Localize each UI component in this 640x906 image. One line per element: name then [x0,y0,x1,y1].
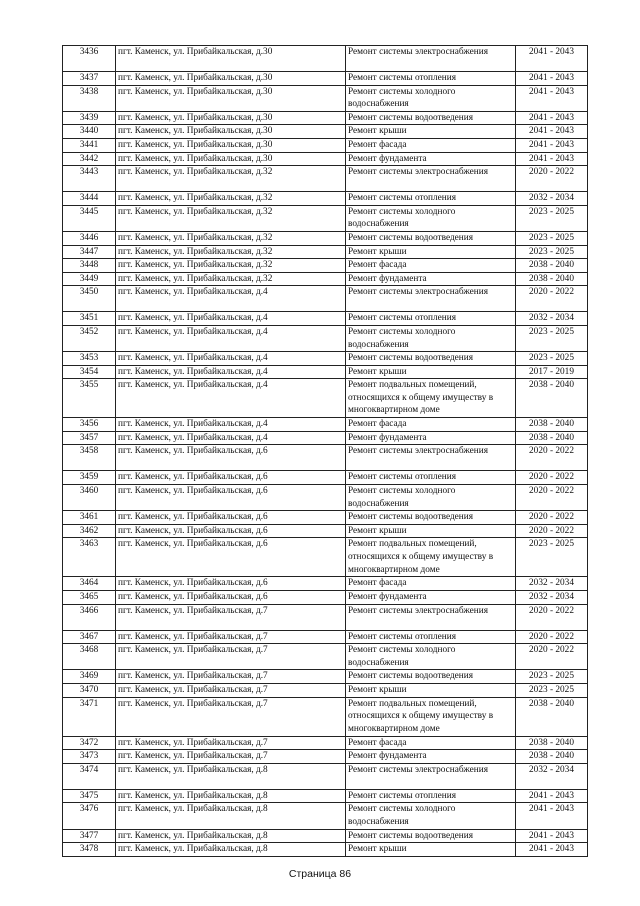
row-address: пгт. Каменск, ул. Прибайкальская, д.8 [116,803,346,829]
row-period: 2017 - 2019 [516,365,588,379]
row-work-type: Ремонт фасада [346,418,516,432]
row-number: 3457 [63,431,116,445]
row-work-type: Ремонт фундамента [346,152,516,166]
row-number: 3453 [63,352,116,366]
row-address: пгт. Каменск, ул. Прибайкальская, д.32 [116,259,346,273]
row-address: пгт. Каменск, ул. Прибайкальская, д.7 [116,604,346,630]
row-address: пгт. Каменск, ул. Прибайкальская, д.6 [116,591,346,605]
row-work-type: Ремонт системы холодного водоснабжения [346,85,516,111]
row-address: пгт. Каменск, ул. Прибайкальская, д.30 [116,152,346,166]
row-address: пгт. Каменск, ул. Прибайкальская, д.6 [116,511,346,525]
table-row [63,789,588,803]
row-address: пгт. Каменск, ул. Прибайкальская, д.4 [116,431,346,445]
row-number: 3449 [63,272,116,286]
table-row [63,471,588,485]
row-work-type: Ремонт системы электроснабжения [346,763,516,789]
row-period: 2041 - 2043 [516,125,588,139]
row-number: 3456 [63,418,116,432]
table-row [63,365,588,379]
row-address: пгт. Каменск, ул. Прибайкальская, д.7 [116,630,346,644]
row-address: пгт. Каменск, ул. Прибайкальская, д.32 [116,192,346,206]
row-address: пгт. Каменск, ул. Прибайкальская, д.7 [116,750,346,764]
row-work-type: Ремонт системы холодного водоснабжения [346,485,516,511]
table-row [63,524,588,538]
row-work-type: Ремонт фасада [346,138,516,152]
row-period: 2038 - 2040 [516,418,588,432]
row-work-type: Ремонт системы водоотведения [346,352,516,366]
row-period: 2041 - 2043 [516,789,588,803]
table-row [63,138,588,152]
row-period: 2032 - 2034 [516,192,588,206]
table-row [63,272,588,286]
table-row [63,684,588,698]
row-number: 3445 [63,205,116,231]
row-work-type: Ремонт системы электроснабжения [346,286,516,312]
table-row [63,352,588,366]
row-number: 3459 [63,471,116,485]
table-row [63,604,588,630]
row-work-type: Ремонт фундамента [346,431,516,445]
row-period: 2041 - 2043 [516,152,588,166]
table-row [63,577,588,591]
row-address: пгт. Каменск, ул. Прибайкальская, д.6 [116,577,346,591]
row-work-type: Ремонт системы холодного водоснабжения [346,803,516,829]
row-period: 2020 - 2022 [516,286,588,312]
row-number: 3465 [63,591,116,605]
row-period: 2041 - 2043 [516,111,588,125]
row-number: 3458 [63,445,116,471]
row-period: 2032 - 2034 [516,591,588,605]
row-period: 2023 - 2025 [516,352,588,366]
table-row [63,245,588,259]
row-number: 3443 [63,166,116,192]
row-work-type: Ремонт фасада [346,259,516,273]
row-work-type: Ремонт крыши [346,684,516,698]
row-address: пгт. Каменск, ул. Прибайкальская, д.8 [116,763,346,789]
table-row [63,72,588,86]
row-work-type: Ремонт системы электроснабжения [346,46,516,72]
table-row [63,46,588,72]
row-work-type: Ремонт системы отопления [346,630,516,644]
row-period: 2020 - 2022 [516,166,588,192]
row-period: 2041 - 2043 [516,72,588,86]
row-period: 2020 - 2022 [516,604,588,630]
row-work-type: Ремонт системы отопления [346,192,516,206]
row-number: 3470 [63,684,116,698]
table-row [63,125,588,139]
row-number: 3463 [63,538,116,577]
row-number: 3474 [63,763,116,789]
row-work-type: Ремонт подвальных помещений, относящихся к общему имуществу в многоквартирном доме [346,697,516,736]
row-address: пгт. Каменск, ул. Прибайкальская, д.30 [116,111,346,125]
row-number: 3471 [63,697,116,736]
row-address: пгт. Каменск, ул. Прибайкальская, д.8 [116,843,346,857]
document-page [62,45,587,857]
row-period: 2023 - 2025 [516,245,588,259]
row-work-type: Ремонт системы отопления [346,471,516,485]
row-number: 3472 [63,736,116,750]
row-number: 3469 [63,670,116,684]
row-work-type: Ремонт системы водоотведения [346,231,516,245]
row-work-type: Ремонт системы водоотведения [346,670,516,684]
row-number: 3455 [63,379,116,418]
row-address: пгт. Каменск, ул. Прибайкальская, д.4 [116,312,346,326]
table-row [63,205,588,231]
row-period: 2032 - 2034 [516,577,588,591]
row-number: 3447 [63,245,116,259]
table-body [63,46,588,857]
row-number: 3452 [63,325,116,351]
row-period: 2038 - 2040 [516,750,588,764]
row-work-type: Ремонт системы водоотведения [346,511,516,525]
row-address: пгт. Каменск, ул. Прибайкальская, д.4 [116,379,346,418]
row-work-type: Ремонт системы электроснабжения [346,166,516,192]
table-row [63,312,588,326]
row-work-type: Ремонт фундамента [346,272,516,286]
row-work-type: Ремонт крыши [346,245,516,259]
table-row [63,736,588,750]
row-period: 2020 - 2022 [516,644,588,670]
row-work-type: Ремонт подвальных помещений, относящихся к общему имуществу в многоквартирном доме [346,379,516,418]
row-number: 3468 [63,644,116,670]
row-number: 3446 [63,231,116,245]
table-row [63,445,588,471]
row-work-type: Ремонт системы отопления [346,789,516,803]
row-period: 2020 - 2022 [516,471,588,485]
row-number: 3448 [63,259,116,273]
row-period: 2041 - 2043 [516,85,588,111]
table-row [63,750,588,764]
table-row [63,644,588,670]
row-period: 2038 - 2040 [516,272,588,286]
row-number: 3460 [63,485,116,511]
table-row [63,670,588,684]
row-address: пгт. Каменск, ул. Прибайкальская, д.4 [116,365,346,379]
table-row [63,379,588,418]
row-address: пгт. Каменск, ул. Прибайкальская, д.30 [116,125,346,139]
table-row [63,763,588,789]
table-row [63,829,588,843]
table-row [63,630,588,644]
row-address: пгт. Каменск, ул. Прибайкальская, д.32 [116,245,346,259]
row-number: 3436 [63,46,116,72]
row-work-type: Ремонт фундамента [346,750,516,764]
row-work-type: Ремонт крыши [346,365,516,379]
row-number: 3478 [63,843,116,857]
table-row [63,697,588,736]
row-address: пгт. Каменск, ул. Прибайкальская, д.7 [116,684,346,698]
row-period: 2020 - 2022 [516,524,588,538]
row-work-type: Ремонт системы отопления [346,312,516,326]
table-row [63,166,588,192]
table-row [63,538,588,577]
row-period: 2041 - 2043 [516,138,588,152]
row-number: 3442 [63,152,116,166]
row-period: 2041 - 2043 [516,46,588,72]
row-period: 2041 - 2043 [516,843,588,857]
row-period: 2038 - 2040 [516,379,588,418]
row-period: 2020 - 2022 [516,485,588,511]
row-address: пгт. Каменск, ул. Прибайкальская, д.6 [116,524,346,538]
row-address: пгт. Каменск, ул. Прибайкальская, д.30 [116,72,346,86]
row-number: 3440 [63,125,116,139]
row-work-type: Ремонт крыши [346,125,516,139]
row-work-type: Ремонт крыши [346,524,516,538]
row-number: 3464 [63,577,116,591]
row-address: пгт. Каменск, ул. Прибайкальская, д.4 [116,325,346,351]
row-address: пгт. Каменск, ул. Прибайкальская, д.7 [116,670,346,684]
row-address: пгт. Каменск, ул. Прибайкальская, д.30 [116,138,346,152]
row-number: 3467 [63,630,116,644]
table-row [63,591,588,605]
row-number: 3450 [63,286,116,312]
row-period: 2038 - 2040 [516,259,588,273]
row-period: 2023 - 2025 [516,684,588,698]
row-period: 2023 - 2025 [516,325,588,351]
row-period: 2041 - 2043 [516,803,588,829]
row-work-type: Ремонт системы холодного водоснабжения [346,205,516,231]
row-number: 3476 [63,803,116,829]
row-number: 3437 [63,72,116,86]
row-period: 2023 - 2025 [516,538,588,577]
row-work-type: Ремонт фасада [346,577,516,591]
row-period: 2032 - 2034 [516,763,588,789]
row-address: пгт. Каменск, ул. Прибайкальская, д.7 [116,736,346,750]
row-address: пгт. Каменск, ул. Прибайкальская, д.8 [116,789,346,803]
table-row [63,152,588,166]
row-work-type: Ремонт системы холодного водоснабжения [346,644,516,670]
page-number: Страница 86 [288,868,352,880]
row-period: 2038 - 2040 [516,736,588,750]
row-number: 3477 [63,829,116,843]
row-address: пгт. Каменск, ул. Прибайкальская, д.32 [116,272,346,286]
row-work-type: Ремонт системы водоотведения [346,829,516,843]
row-address: пгт. Каменск, ул. Прибайкальская, д.32 [116,231,346,245]
row-number: 3441 [63,138,116,152]
row-work-type: Ремонт подвальных помещений, относящихся к общему имуществу в многоквартирном доме [346,538,516,577]
row-period: 2038 - 2040 [516,431,588,445]
row-work-type: Ремонт системы водоотведения [346,111,516,125]
table-row [63,192,588,206]
row-period: 2023 - 2025 [516,205,588,231]
row-address: пгт. Каменск, ул. Прибайкальская, д.8 [116,829,346,843]
table-row [63,511,588,525]
table-row [63,85,588,111]
row-number: 3466 [63,604,116,630]
row-address: пгт. Каменск, ул. Прибайкальская, д.6 [116,471,346,485]
row-address: пгт. Каменск, ул. Прибайкальская, д.30 [116,85,346,111]
row-number: 3444 [63,192,116,206]
table-row [63,418,588,432]
row-address: пгт. Каменск, ул. Прибайкальская, д.4 [116,418,346,432]
row-address: пгт. Каменск, ул. Прибайкальская, д.32 [116,166,346,192]
row-number: 3438 [63,85,116,111]
table-row [63,431,588,445]
repair-schedule-table [62,45,588,857]
row-address: пгт. Каменск, ул. Прибайкальская, д.6 [116,485,346,511]
row-address: пгт. Каменск, ул. Прибайкальская, д.4 [116,352,346,366]
row-work-type: Ремонт системы отопления [346,72,516,86]
table-row [63,325,588,351]
row-number: 3439 [63,111,116,125]
row-address: пгт. Каменск, ул. Прибайкальская, д.30 [116,46,346,72]
table-row [63,286,588,312]
table-row [63,485,588,511]
row-period: 2020 - 2022 [516,511,588,525]
row-period: 2023 - 2025 [516,231,588,245]
row-address: пгт. Каменск, ул. Прибайкальская, д.7 [116,644,346,670]
row-work-type: Ремонт крыши [346,843,516,857]
row-work-type: Ремонт системы электроснабжения [346,445,516,471]
row-work-type: Ремонт фундамента [346,591,516,605]
row-work-type: Ремонт фасада [346,736,516,750]
row-period: 2023 - 2025 [516,670,588,684]
row-number: 3462 [63,524,116,538]
row-period: 2041 - 2043 [516,829,588,843]
row-address: пгт. Каменск, ул. Прибайкальская, д.4 [116,286,346,312]
table-row [63,111,588,125]
row-period: 2032 - 2034 [516,312,588,326]
table-row [63,803,588,829]
row-period: 2020 - 2022 [516,630,588,644]
row-work-type: Ремонт системы холодного водоснабжения [346,325,516,351]
row-address: пгт. Каменск, ул. Прибайкальская, д.7 [116,697,346,736]
table-row [63,259,588,273]
row-period: 2020 - 2022 [516,445,588,471]
row-address: пгт. Каменск, ул. Прибайкальская, д.32 [116,205,346,231]
row-number: 3473 [63,750,116,764]
row-period: 2038 - 2040 [516,697,588,736]
table-row [63,843,588,857]
row-address: пгт. Каменск, ул. Прибайкальская, д.6 [116,445,346,471]
table-row [63,231,588,245]
row-number: 3475 [63,789,116,803]
row-number: 3461 [63,511,116,525]
row-number: 3451 [63,312,116,326]
row-number: 3454 [63,365,116,379]
row-address: пгт. Каменск, ул. Прибайкальская, д.6 [116,538,346,577]
row-work-type: Ремонт системы электроснабжения [346,604,516,630]
